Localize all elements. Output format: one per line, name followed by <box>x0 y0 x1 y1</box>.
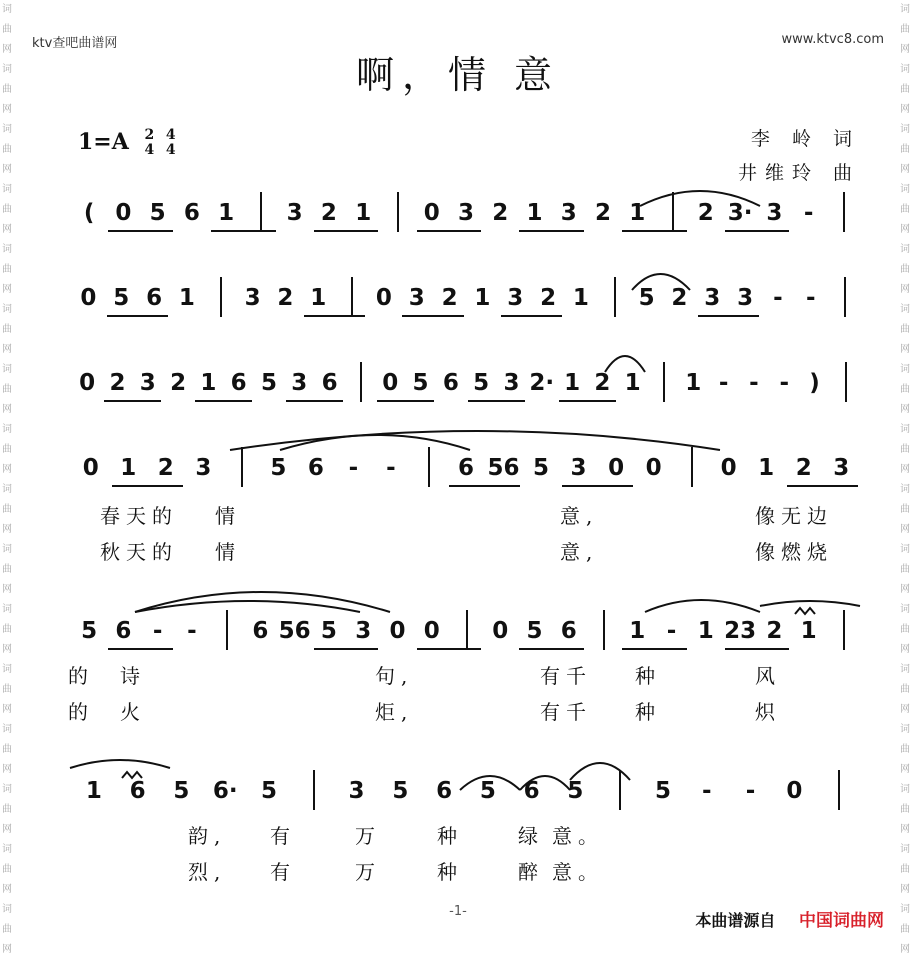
note: 1 <box>85 778 102 804</box>
lyric-word: 种 <box>437 824 463 848</box>
right-watermark: 词曲网词曲网词曲网词曲网词曲网词曲网词曲网词曲网词曲网词曲网词曲网词曲网词曲网词曲网词曲网词曲网 <box>900 4 910 955</box>
note: 6 <box>523 778 540 804</box>
note: 56 <box>487 455 520 481</box>
key-signature <box>78 128 176 158</box>
note: 2 <box>795 455 812 481</box>
note: 1 <box>120 455 137 481</box>
beam-underline <box>519 648 584 650</box>
note: 0 <box>80 285 97 311</box>
lyric-word: 炽 <box>755 700 781 724</box>
slur <box>230 431 720 450</box>
note: 56 <box>278 618 311 644</box>
page-title: 啊，情 意 <box>355 53 561 97</box>
note: 5 <box>567 778 584 804</box>
beam-underline <box>195 400 252 402</box>
note: 2 <box>109 370 126 396</box>
note: 0 <box>423 618 440 644</box>
note: 5 <box>533 455 550 481</box>
note: 3 <box>570 455 587 481</box>
sustain-dash: - <box>348 455 359 481</box>
sustain-dash: - <box>718 370 729 396</box>
note: 2 <box>492 200 509 226</box>
lyric-word: 意。 <box>552 824 604 848</box>
note: 1 <box>178 285 195 311</box>
barline <box>603 610 605 650</box>
note: 2 <box>594 370 611 396</box>
note: 3 <box>348 778 365 804</box>
note: 5 <box>270 455 287 481</box>
barline <box>838 770 840 810</box>
lyric-word: 炬, <box>375 700 414 724</box>
note: 2· <box>529 370 555 396</box>
slur <box>760 601 860 606</box>
note: 5 <box>392 778 409 804</box>
beam-underline <box>725 648 790 650</box>
barline <box>619 770 621 810</box>
beam-underline <box>698 315 760 317</box>
note: 5 <box>260 370 277 396</box>
note: 6 <box>230 370 247 396</box>
note: 3 <box>139 370 156 396</box>
lyric-word: 万 <box>355 824 381 848</box>
note: 23 <box>724 618 757 644</box>
sustain-dash: - <box>773 285 783 311</box>
barline <box>220 277 222 317</box>
note: 2 <box>157 455 174 481</box>
note: 0 <box>608 455 625 481</box>
sustain-dash: - <box>666 618 677 644</box>
lyric-word: 烈, <box>188 860 227 884</box>
note: 3 <box>457 200 474 226</box>
note: 1 <box>800 618 817 644</box>
beam-underline <box>402 315 464 317</box>
beam-underline <box>519 230 584 232</box>
left-watermark: 词曲网词曲网词曲网词曲网词曲网词曲网词曲网词曲网词曲网词曲网词曲网词曲网词曲网词曲网词曲网词曲网 <box>2 4 12 955</box>
beam-underline <box>112 485 183 487</box>
lyric-word: 的 <box>68 700 94 724</box>
note: 5 <box>81 618 98 644</box>
beam-underline <box>417 648 482 650</box>
composer-credit: 井维玲 曲 <box>737 162 860 184</box>
trill-mark <box>795 608 815 614</box>
note: 1 <box>629 200 646 226</box>
slur <box>280 435 470 450</box>
sustain-dash: - <box>745 778 756 804</box>
note: 3 <box>355 618 372 644</box>
note: 3 <box>408 285 425 311</box>
beam-underline <box>501 315 563 317</box>
barline <box>843 610 845 650</box>
note: 5 <box>412 370 429 396</box>
barline <box>844 277 846 317</box>
lyric-word: 意, <box>560 504 599 528</box>
note: 1 <box>624 370 641 396</box>
lyric-word: 醉 <box>518 860 544 884</box>
beam-underline <box>314 230 379 232</box>
barline <box>663 362 665 402</box>
footer-source <box>695 906 884 931</box>
lyric-word: 像无边 <box>755 504 833 528</box>
beam-underline <box>449 485 520 487</box>
note: 6 <box>115 618 132 644</box>
barline <box>360 362 362 402</box>
lyric-word: 万 <box>355 860 381 884</box>
lyric-word: 春天的 <box>100 504 178 528</box>
beam-underline <box>622 230 687 232</box>
barline <box>428 447 430 487</box>
note: 1 <box>474 285 491 311</box>
note: 3 <box>737 285 754 311</box>
note: 2 <box>277 285 294 311</box>
beam-underline <box>107 315 169 317</box>
note: 0 <box>375 285 392 311</box>
note: 6 <box>183 200 200 226</box>
note: 1 <box>310 285 327 311</box>
lyric-word: 种 <box>635 664 661 688</box>
beam-underline <box>725 230 790 232</box>
beam-underline <box>559 400 616 402</box>
source-label: 本曲谱源自 <box>695 911 776 930</box>
barline <box>260 192 262 232</box>
slur <box>645 600 760 612</box>
note: 3 <box>291 370 308 396</box>
lyric-word: 诗 <box>120 664 146 688</box>
lyric-word: 火 <box>120 700 146 724</box>
sustain-dash: - <box>749 370 759 396</box>
note: 3 <box>507 285 524 311</box>
note: 2 <box>320 200 337 226</box>
barline <box>845 362 847 402</box>
note: ) <box>809 370 820 396</box>
lyric-word: 有千 <box>540 664 592 688</box>
note: 0 <box>720 455 737 481</box>
note: 2 <box>671 285 688 311</box>
note: 2 <box>441 285 458 311</box>
note: 6 <box>252 618 269 644</box>
lyric-word: 情 <box>215 540 241 564</box>
sustain-dash: - <box>386 455 396 481</box>
lyric-word: 句, <box>375 664 414 688</box>
note: 6 <box>436 778 453 804</box>
header-left-site: ktv查吧曲谱网 <box>32 36 118 51</box>
note: 1 <box>564 370 581 396</box>
note: 3 <box>560 200 577 226</box>
note: 6 <box>321 370 338 396</box>
lyric-word: 像燃烧 <box>755 540 833 564</box>
note: 1 <box>697 618 714 644</box>
note: 0 <box>645 455 662 481</box>
lyric-word: 韵, <box>188 824 227 848</box>
beam-underline <box>104 400 161 402</box>
beam-underline <box>211 230 276 232</box>
note: 2 <box>595 200 612 226</box>
note: 0 <box>389 618 406 644</box>
key-label: 1=A <box>78 129 129 155</box>
beam-underline <box>108 230 173 232</box>
beam-underline <box>622 648 687 650</box>
note: 3· <box>727 200 753 226</box>
note: 2 <box>170 370 187 396</box>
note: 5 <box>654 778 671 804</box>
lyric-word: 绿 <box>518 824 544 848</box>
note: 6 <box>560 618 577 644</box>
beam-underline <box>787 485 858 487</box>
note: ( <box>83 200 95 226</box>
barline <box>226 610 228 650</box>
note: 6 <box>457 455 474 481</box>
barline <box>691 447 693 487</box>
lyric-word: 情 <box>215 504 241 528</box>
note: 0 <box>115 200 132 226</box>
note: 5 <box>526 618 543 644</box>
note: 5 <box>638 285 655 311</box>
beam-underline <box>314 648 379 650</box>
note: 3 <box>244 285 261 311</box>
note: 3 <box>704 285 721 311</box>
lyric-word: 有 <box>270 860 296 884</box>
slur <box>70 760 170 768</box>
barline <box>397 192 399 232</box>
note: 5 <box>149 200 166 226</box>
source-site: 中国词曲网 <box>799 911 884 931</box>
barline <box>466 610 468 650</box>
sustain-dash: - <box>779 370 789 396</box>
sustain-dash: - <box>805 285 816 311</box>
lyric-word: 种 <box>437 860 463 884</box>
note: 6 <box>307 455 324 481</box>
note: 3 <box>286 200 303 226</box>
beam-underline <box>417 230 482 232</box>
note: 0 <box>786 778 803 804</box>
lyric-word: 有 <box>270 824 296 848</box>
barline <box>351 277 353 317</box>
lyric-word: 意, <box>560 540 599 564</box>
note: 5 <box>320 618 337 644</box>
page-number: -1- <box>449 904 467 919</box>
note: 1 <box>629 618 646 644</box>
note: 5 <box>113 285 130 311</box>
sustain-dash: - <box>803 200 814 226</box>
barline <box>241 447 243 487</box>
note: 0 <box>382 370 399 396</box>
sustain-dash: - <box>701 778 712 804</box>
note: 5 <box>260 778 277 804</box>
note: 0 <box>79 370 96 396</box>
barline <box>313 770 315 810</box>
beam-underline <box>468 400 525 402</box>
lyric-word: 意。 <box>552 860 604 884</box>
lyric-word: 种 <box>635 700 661 724</box>
lyric-word: 风 <box>755 664 781 688</box>
note: 1 <box>758 455 775 481</box>
note: 1 <box>218 200 235 226</box>
note: 2 <box>766 618 783 644</box>
sustain-dash: - <box>152 618 163 644</box>
note: 3 <box>503 370 520 396</box>
barline <box>614 277 616 317</box>
note: 1 <box>200 370 217 396</box>
header-right-site: www.ktvc8.com <box>781 32 884 47</box>
sustain-dash: - <box>187 618 197 644</box>
note: 0 <box>423 200 440 226</box>
beam-underline <box>377 400 434 402</box>
note: 0 <box>82 455 99 481</box>
note: 3 <box>833 455 850 481</box>
slur <box>135 601 360 612</box>
slur <box>135 592 390 612</box>
beam-underline <box>286 400 343 402</box>
barline <box>843 192 845 232</box>
note: 1 <box>572 285 589 311</box>
beam-underline <box>304 315 366 317</box>
lyric-word: 的 <box>68 664 94 688</box>
note: 6 <box>442 370 459 396</box>
note: 5 <box>173 778 190 804</box>
note: 1 <box>526 200 543 226</box>
note: 2 <box>697 200 714 226</box>
beam-underline <box>562 485 633 487</box>
barline <box>672 192 674 232</box>
note: 2 <box>540 285 557 311</box>
lyric-word: 秋天的 <box>100 540 178 564</box>
time-signature-2: 4 4 <box>165 127 176 158</box>
lyricist-credit: 李 岭 词 <box>750 128 860 150</box>
note: 1 <box>355 200 372 226</box>
lyric-word: 有千 <box>540 700 592 724</box>
note: 5 <box>479 778 496 804</box>
note: 1 <box>685 370 702 396</box>
note: 6· <box>212 778 238 804</box>
beam-underline <box>108 648 173 650</box>
note: 3 <box>766 200 783 226</box>
note: 0 <box>492 618 509 644</box>
note: 3 <box>195 455 212 481</box>
note: 5 <box>473 370 490 396</box>
note: 6 <box>129 778 146 804</box>
time-signature-1: 2 4 <box>144 127 155 158</box>
note: 6 <box>146 285 163 311</box>
